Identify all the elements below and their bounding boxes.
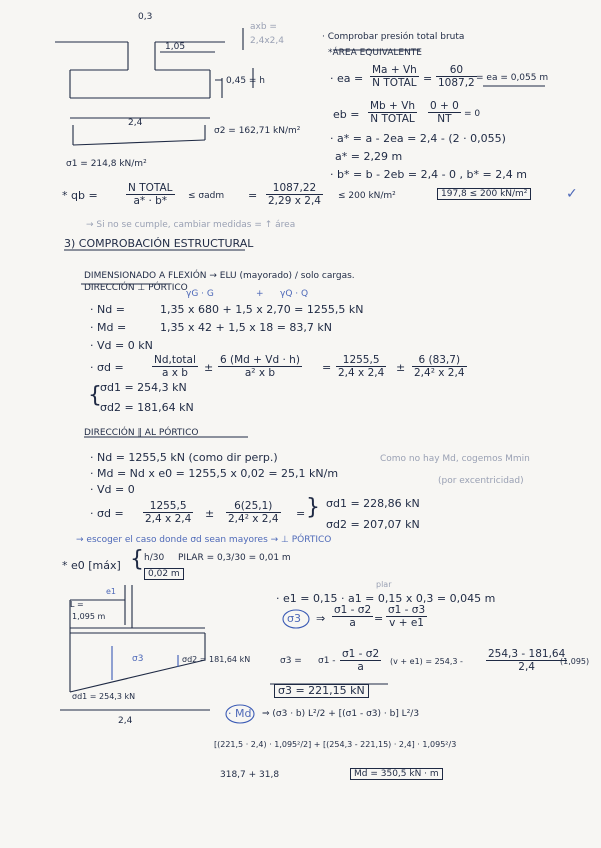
- eb-num2: 0 + 0: [430, 100, 459, 112]
- sigma2-label: σ2 = 162,71 kN/m²: [214, 126, 301, 136]
- eb-frac: [368, 100, 417, 125]
- par-nd: · Nd = 1255,5 kN (como dir perp.): [90, 451, 278, 464]
- calc2-md-label: · Md: [228, 707, 252, 720]
- qb-frac: [126, 182, 175, 207]
- md-label: · Md =: [90, 321, 127, 334]
- calc2-t2d: v + e1: [389, 617, 424, 629]
- par-sd1: σd1 = 228,86 kN: [326, 497, 420, 510]
- calc2-eq2: =: [374, 612, 384, 625]
- calc2-t1d: a: [349, 617, 356, 629]
- astar-line2: a* = 2,29 m: [335, 150, 403, 163]
- ea-result: = ea = 0,055 m: [476, 73, 549, 83]
- par-sd-den1: 2,4 x 2,4: [145, 513, 192, 525]
- nd-label: · Nd =: [90, 303, 125, 316]
- qb-note: → Si no se cumple, cambiar medidas = ↑ área: [86, 220, 296, 230]
- choose-note: → escoger el caso donde σd sean mayores → ⊥ PÓRTICO: [76, 535, 332, 545]
- qb-num: N TOTAL: [128, 182, 173, 194]
- par-sd2: σd2 = 207,07 kN: [326, 518, 420, 531]
- sd-eq: =: [322, 361, 332, 374]
- calc2-s3tail: (v + e1) = 254,3 -: [390, 657, 463, 666]
- par-sd-num2: 6(25,1): [226, 500, 281, 513]
- sd-den4: 2,4² x 2,4: [414, 367, 465, 379]
- sigma1-label: σ1 = 214,8 kN/m²: [66, 159, 147, 169]
- calc2-md-box: Md = 350,5 kN · m: [350, 768, 443, 780]
- sd2-result: σd2 = 181,64 kN: [100, 401, 194, 414]
- d2-length: 2,4: [118, 716, 133, 726]
- qb-cmp2: ≤ 200 kN/m²: [338, 191, 396, 201]
- par-md: · Md = Nd x e0 = 1255,5 x 0,02 = 25,1 kN/m: [90, 467, 339, 480]
- eb-frac2: [428, 100, 461, 125]
- calc2-md-sum: 318,7 + 31,8: [220, 770, 280, 780]
- calc2-s3expr: σ1 -: [318, 656, 336, 666]
- ea-num2: 60: [436, 64, 477, 77]
- calc2-eq1: ⇒: [316, 612, 326, 625]
- brace-right: }: [306, 495, 320, 520]
- sd-pm2: ±: [396, 361, 406, 374]
- calc2-t2: σ1 - σ3: [388, 604, 426, 616]
- brace-left: {: [88, 383, 102, 408]
- par-vd: · Vd = 0: [90, 483, 135, 496]
- sd-frac2: [218, 354, 302, 379]
- calc2-s3den2: 2,4: [518, 661, 535, 673]
- calc2-s3box: σ3 = 221,15 kN: [274, 684, 369, 698]
- axb-label: axb =: [250, 22, 277, 32]
- e0-b: PILAR = 0,3/30 = 0,01 m: [178, 553, 291, 563]
- d2-s1: σd1 = 254,3 kN: [72, 692, 136, 701]
- dir-perp-title: DIRECCIÓN ⊥ PÓRTICO: [84, 283, 188, 293]
- d2-L-val: 1,095 m: [72, 612, 106, 621]
- par-sd-num1: 1255,5: [143, 500, 193, 513]
- par-sd-label: · σd =: [90, 507, 124, 520]
- dir-par-title: DIRECCIÓN ∥ AL PÓRTICO: [84, 428, 199, 438]
- sd1-result: σd1 = 254,3 kN: [100, 381, 187, 394]
- ea-num: Ma + Vh: [372, 64, 417, 76]
- gamma-g: γG · G: [186, 289, 214, 299]
- calc2-s3end: (1,095): [560, 657, 590, 666]
- qb-cmp: ≤ σadm: [188, 191, 225, 201]
- d2-s3: σ3: [132, 654, 144, 664]
- sd-den3: 2,4 x 2,4: [338, 367, 385, 379]
- eb-den2: NT: [437, 113, 452, 125]
- sd-frac1: [152, 354, 198, 379]
- sd-den2: a² x b: [244, 367, 276, 379]
- ea-den2: 1087,2: [438, 77, 475, 89]
- gamma-q: γQ · Q: [280, 289, 309, 299]
- eb-label: eb =: [333, 108, 360, 121]
- sd-num2: 6 (Md + Vd · h): [220, 354, 300, 366]
- area-eq: *ÁREA EQUIVALENTE: [328, 48, 422, 58]
- astar-line1: · a* = a - 2ea = 2,4 - (2 · 0,055): [330, 132, 506, 145]
- par-sd-pm: ±: [205, 507, 215, 520]
- par-sd-eq: =: [296, 507, 306, 520]
- e0-a: h/30: [144, 553, 165, 563]
- e0-box: 0,02 m: [144, 568, 184, 580]
- gamma-plus: +: [256, 289, 264, 299]
- calc2-frac2: [386, 604, 427, 629]
- par-note1: Como no hay Md, cogemos Mmin: [380, 454, 530, 464]
- calc2-t1: σ1 - σ2: [334, 604, 372, 616]
- par-sd-frac2: [226, 500, 281, 525]
- sd-num3: 1255,5: [336, 354, 386, 367]
- par-sd-frac1: [143, 500, 193, 525]
- qb-num2: 1087,22: [266, 182, 323, 195]
- calc2-frac1: [332, 604, 373, 629]
- qb-eq: =: [248, 189, 258, 202]
- calc2-e1: · e1 = 0,15 · a1 = 0,15 x 0,3 = 0,045 m: [276, 592, 496, 605]
- section3-title: 3) COMPROBACIÓN ESTRUCTURAL: [64, 237, 254, 250]
- calc2-s3den: a: [357, 661, 364, 673]
- nd-expr: 1,35 x 680 + 1,5 x 2,70 = 1255,5 kN: [160, 303, 364, 316]
- ea-frac2: [436, 64, 477, 89]
- sd-num1: Nd,total: [154, 354, 196, 366]
- d2-L: L =: [70, 600, 84, 609]
- checkmark-icon: ✓: [566, 186, 578, 202]
- sd-num4: 6 (83,7): [412, 354, 467, 367]
- section3-subtitle: DIMENSIONADO A FLEXIÓN → ELU (mayorado) / solo cargas.: [84, 271, 355, 281]
- eb-num: Mb + Vh: [370, 100, 416, 112]
- calc2-s3frac: [340, 648, 381, 673]
- calc2-s3num: σ1 - σ2: [342, 648, 380, 660]
- sd-pm: ±: [204, 361, 214, 374]
- par-note2: (por excentricidad): [438, 476, 524, 486]
- sd-frac3: [336, 354, 386, 379]
- qb-den2: 2,29 x 2,4: [268, 195, 321, 207]
- sd-label: · σd =: [90, 361, 124, 374]
- calc2-s3b: σ3 =: [280, 656, 302, 666]
- calc2-md-expr: ⇒ (σ3 · b) L²/2 + [(σ1 - σ3) · b] L²/3: [262, 709, 420, 719]
- e0-label: * e0 [máx]: [62, 559, 121, 572]
- qb-label: * qb =: [62, 189, 98, 202]
- eb-den: N TOTAL: [370, 113, 415, 125]
- d2-e1: e1: [106, 587, 117, 596]
- h-label: 0,45 = h: [226, 76, 266, 86]
- ea-frac: [370, 64, 419, 89]
- ea-eq: =: [423, 72, 433, 85]
- axb-value: 2,4x2,4: [250, 36, 284, 46]
- md-expr: 1,35 x 42 + 1,5 x 18 = 83,7 kN: [160, 321, 332, 334]
- d2-plar: plar: [376, 580, 392, 589]
- d2-s2: σd2 = 181,64 kN: [182, 655, 251, 664]
- col-width-label: 0,3: [138, 12, 153, 22]
- width-label: 1,05: [165, 42, 186, 52]
- sd-frac4: [412, 354, 467, 379]
- sd-den1: a x b: [161, 367, 188, 379]
- ea-den: N TOTAL: [372, 77, 417, 89]
- eb-result: = 0: [464, 109, 481, 119]
- calc2-s3frac2: [486, 648, 567, 673]
- qb-boxed: 197,8 ≤ 200 kN/m²: [437, 188, 531, 200]
- calc2-md-line2: [(221,5 · 2,4) · 1,095²/2] + [(254,3 - 221,15) · 2,4] · 1,095²/3: [214, 740, 457, 749]
- length-label: 2,4: [128, 118, 143, 128]
- par-sd-den2: 2,4² x 2,4: [228, 513, 279, 525]
- calc2-s3num2: 254,3 - 181,64: [488, 648, 566, 660]
- ea-label: · ea =: [330, 72, 364, 85]
- calc2-s3-circle: σ3: [287, 612, 301, 625]
- bstar-line: · b* = b - 2eb = 2,4 - 0 , b* = 2,4 m: [330, 168, 527, 181]
- e0-brace: {: [130, 547, 144, 572]
- qb-frac2: [266, 182, 323, 207]
- vd-label: · Vd = 0 kN: [90, 339, 153, 352]
- qb-den: a* · b*: [133, 195, 168, 207]
- heading-presion: · Comprobar presión total bruta: [322, 32, 465, 42]
